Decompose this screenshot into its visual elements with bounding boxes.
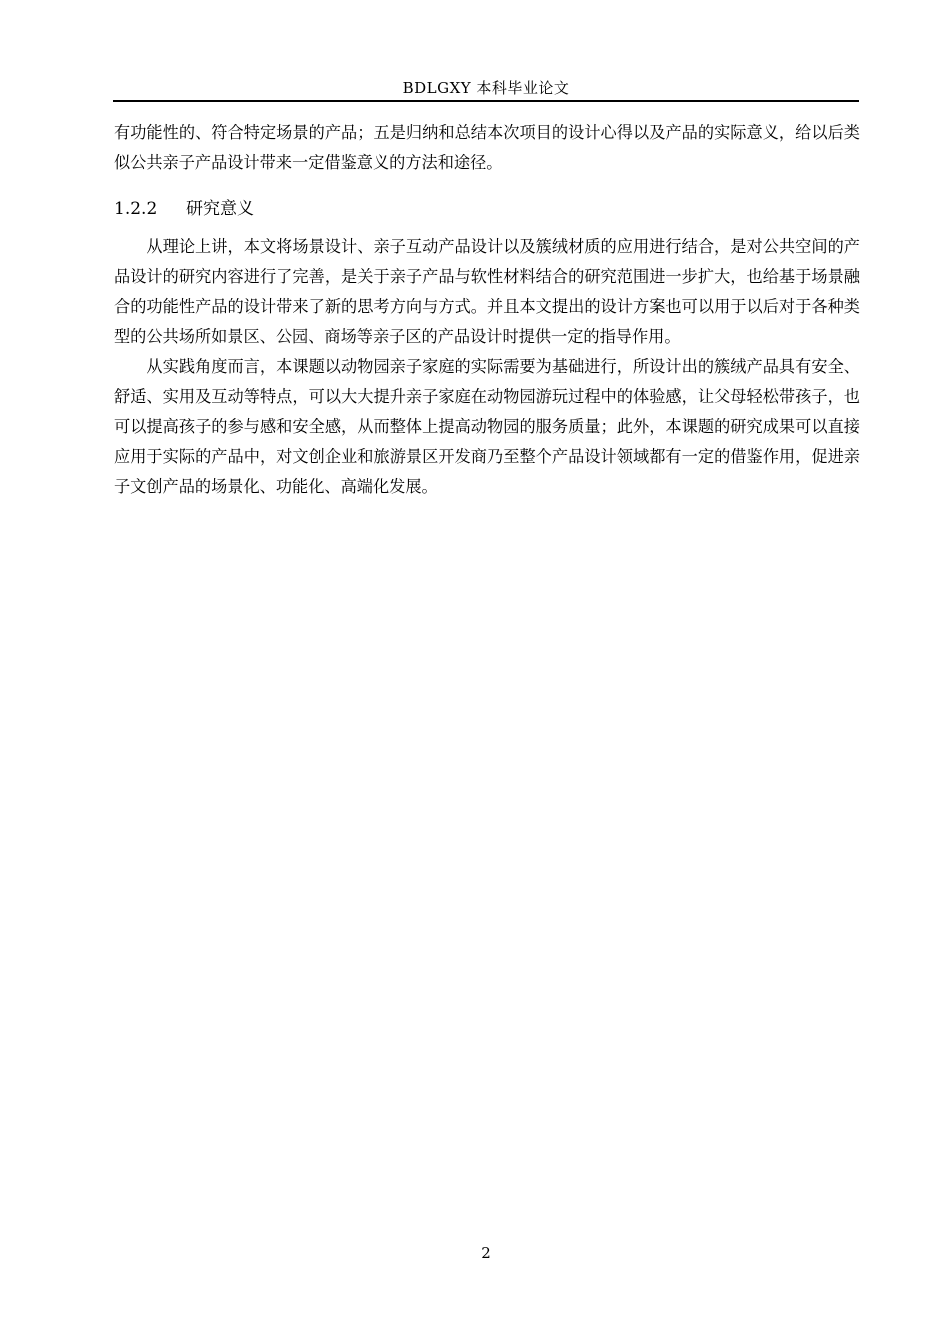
section-title: 研究意义: [186, 199, 254, 219]
section-heading: [114, 192, 860, 226]
header-rule: [113, 100, 859, 102]
continuation-paragraph: 有功能性的、符合特定场景的产品；五是归纳和总结本次项目的设计心得以及产品的实际意义，给以后类似公共亲子产品设计带来一定借鉴意义的方法和途径。: [114, 123, 860, 172]
paragraph-theory: 从理论上讲，本文将场景设计、亲子互动产品设计以及簇绒材质的应用进行结合，是对公共空间的产品设计的研究内容进行了完善，是关于亲子产品与软性材料结合的研究范围进一步扩大，也给基于场景融合的功能性产品的设计带来了新的思考方向与方式。并且本文提出的设计方案也可以用于以后对于各种类型的公共场所如景区、公园、商场等亲子区的产品设计时提供一定的指导作用。: [114, 237, 860, 346]
page-header: BDLGXY 本科毕业论文: [402, 79, 570, 97]
document-body: [114, 118, 860, 502]
paragraph-practice: 从实践角度而言，本课题以动物园亲子家庭的实际需要为基础进行，所设计出的簇绒产品具有安全、舒适、实用及互动等特点，可以大大提升亲子家庭在动物园游玩过程中的体验感，让父母轻松带孩子，也可以提高孩子的参与感和安全感，从而整体上提高动物园的服务质量；此外，本课题的研究成果可以直接应用于实际的产品中，对文创企业和旅游景区开发商乃至整个产品设计领域都有一定的借鉴作用，促进亲子文创产品的场景化、功能化、高端化发展。: [114, 357, 860, 496]
section-number: 1.2.2: [114, 199, 158, 219]
page-number: 2: [481, 1244, 491, 1262]
